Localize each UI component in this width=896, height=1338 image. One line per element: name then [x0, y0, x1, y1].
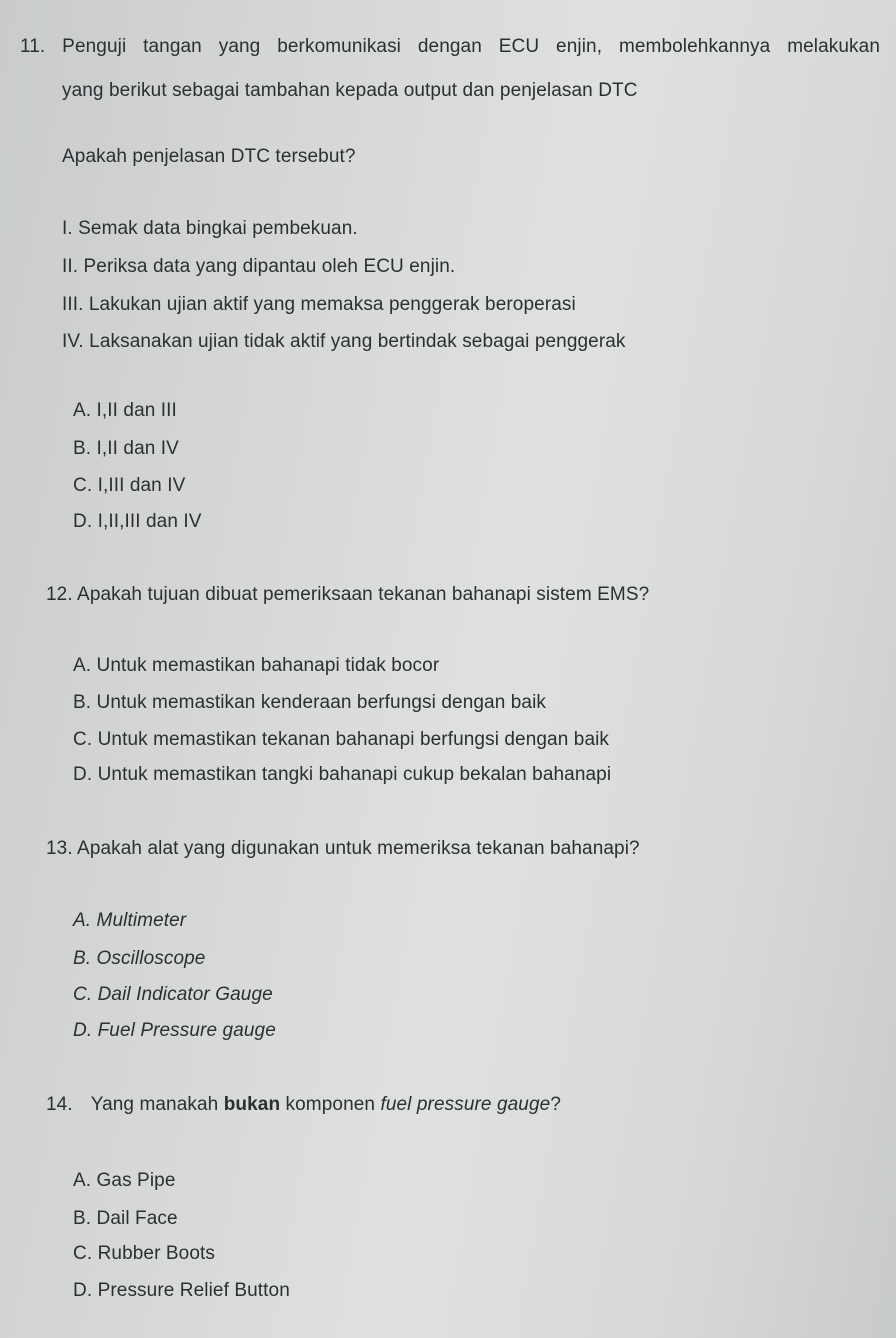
q11-option-a: A. I,II dan III: [73, 400, 177, 421]
q11-statement-1: I. Semak data bingkai pembekuan.: [62, 218, 358, 239]
q14-bold-word: bukan: [223, 1094, 281, 1115]
q13-option-c: C. Dail Indicator Gauge: [73, 984, 273, 1005]
q14-italic-term: fuel pressure gauge: [380, 1094, 551, 1115]
q11-statement-4: IV. Laksanakan ujian tidak aktif yang bertindak sebagai penggerak: [62, 331, 626, 352]
q12-option-b: B. Untuk memastikan kenderaan berfungsi dengan baik: [73, 692, 546, 713]
q14-option-d: D. Pressure Relief Button: [73, 1280, 290, 1301]
q14-text-part3: ?: [550, 1094, 561, 1115]
q11-option-d: D. I,II,III dan IV: [73, 511, 202, 532]
q14-question: [46, 1094, 561, 1116]
q11-statement-3: III. Lakukan ujian aktif yang memaksa penggerak beroperasi: [62, 294, 576, 315]
q11-prompt: Apakah penjelasan DTC tersebut?: [62, 146, 356, 167]
q12-question: 12. Apakah tujuan dibuat pemeriksaan tekanan bahanapi sistem EMS?: [46, 584, 650, 605]
q12-option-d: D. Untuk memastikan tangki bahanapi cukup bekalan bahanapi: [73, 764, 612, 785]
q13-option-d: D. Fuel Pressure gauge: [73, 1020, 276, 1041]
q11-statement-2: II. Periksa data yang dipantau oleh ECU enjin.: [62, 256, 456, 277]
q11-question-line2: yang berikut sebagai tambahan kepada output dan penjelasan DTC: [62, 80, 638, 101]
q11-option-c: C. I,III dan IV: [73, 475, 186, 496]
q13-question: 13. Apakah alat yang digunakan untuk memeriksa tekanan bahanapi?: [46, 838, 640, 859]
q13-option-a: A. Multimeter: [73, 910, 187, 931]
q14-option-c: C. Rubber Boots: [73, 1243, 215, 1264]
q14-text-part1: Yang manakah: [90, 1094, 224, 1115]
q11-question-line1: 11. Penguji tangan yang berkomunikasi dengan ECU enjin, membolehkannya melakukan: [20, 36, 880, 57]
q14-option-a: A. Gas Pipe: [73, 1170, 176, 1191]
q14-number: 14.: [46, 1094, 73, 1115]
q11-option-b: B. I,II dan IV: [73, 438, 179, 459]
q12-option-a: A. Untuk memastikan bahanapi tidak bocor: [73, 655, 440, 676]
q13-option-b: B. Oscilloscope: [73, 948, 206, 969]
q14-text-part2: komponen: [280, 1094, 381, 1115]
q14-option-b: B. Dail Face: [73, 1208, 178, 1229]
q12-option-c: C. Untuk memastikan tekanan bahanapi berfungsi dengan baik: [73, 729, 610, 750]
